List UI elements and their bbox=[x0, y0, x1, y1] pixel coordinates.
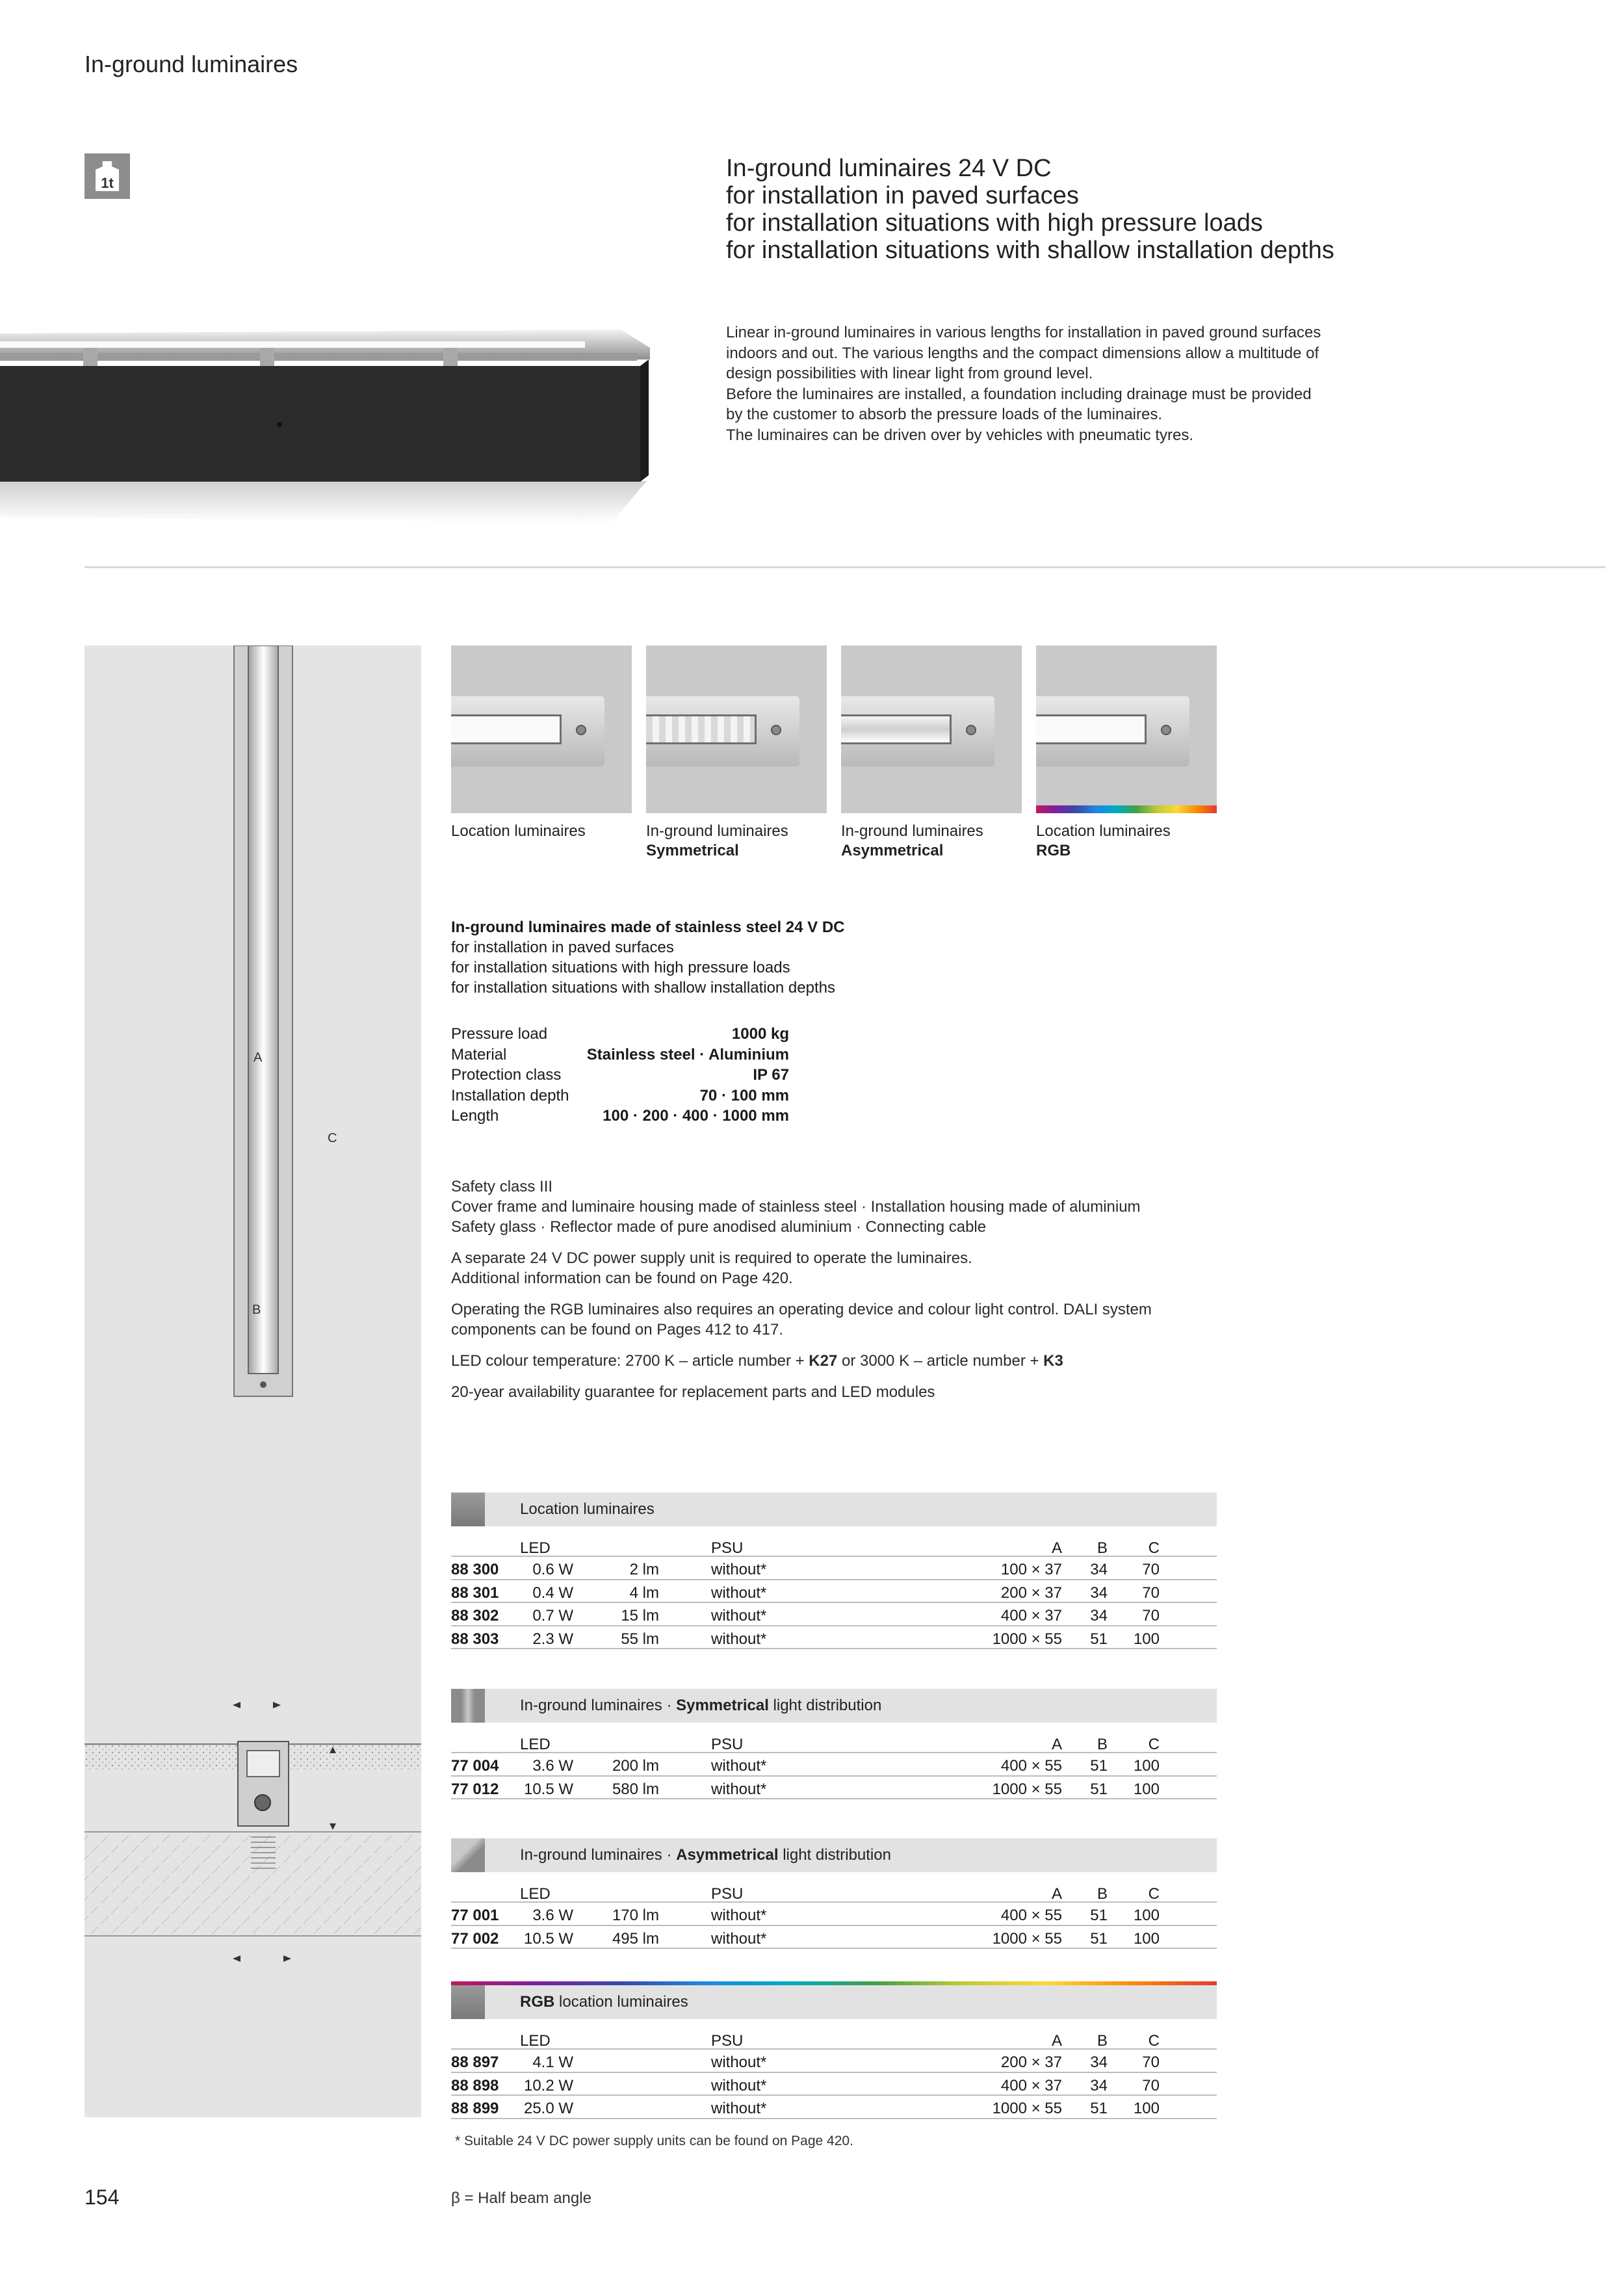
dimension-a-label: A bbox=[253, 1050, 263, 1065]
column-headers bbox=[451, 1881, 1217, 1903]
dim-b: 51 bbox=[1090, 1929, 1108, 1948]
dim-c: 70 bbox=[1142, 1561, 1160, 1578]
intro-line: The luminaires can be driven over by vehicles with pneumatic tyres. bbox=[726, 426, 1193, 444]
variant-caption: Location luminaires RGB bbox=[1036, 822, 1171, 859]
spec-row: Protection class IP 67 bbox=[451, 1066, 789, 1084]
variant-caption: In-ground luminaires Asymmetrical bbox=[841, 822, 983, 859]
column-header: PSU bbox=[711, 1885, 744, 1903]
divider bbox=[84, 566, 1605, 568]
spec-row: Installation depth 70 · 100 mm bbox=[451, 1086, 789, 1104]
wattage: 3.6 W bbox=[532, 1907, 573, 1924]
lumen: 15 lm bbox=[621, 1607, 659, 1624]
dim-a: 400 × 55 bbox=[1000, 1907, 1062, 1924]
article-number: 77 004 bbox=[451, 1757, 499, 1775]
wattage: 10.2 W bbox=[523, 2076, 573, 2094]
article-number: 88 898 bbox=[451, 2076, 499, 2094]
variant-caption: In-ground luminaires Symmetrical bbox=[646, 822, 788, 859]
light-distribution-icon bbox=[451, 1689, 485, 1723]
dim-b: 34 bbox=[1090, 1607, 1108, 1624]
product-notes: Safety class III Cover frame and luminaire housing made of stainless steel · Installation housing made of aluminium Safety glass · Reflector made of pure anodised aluminium · Connecting cable A separate 24 V DC power supply unit is required to operate the luminaires. Additional information can be found on Page 420. Operating the RGB luminaires also requires an operating device and colour light control. DALI system components can be found on Pages 412 to 417. LED colour temperature: 2700 K – article number + K27 or 3000 K – article number + K3 20-year availability guarantee for replacement parts and LED modules bbox=[451, 1178, 1152, 1401]
dim-b: 34 bbox=[1090, 2054, 1108, 2071]
variant-caption: Location luminaires bbox=[451, 822, 586, 840]
article-number: 77 002 bbox=[451, 1929, 499, 1948]
wattage: 0.6 W bbox=[532, 1561, 573, 1578]
dim-b: 34 bbox=[1090, 2076, 1108, 2094]
wattage: 10.5 W bbox=[523, 1780, 573, 1798]
lumen: 4 lm bbox=[629, 1584, 659, 1602]
product-table bbox=[451, 1493, 1217, 1649]
spec-row: Pressure load 1000 kg bbox=[451, 1025, 789, 1043]
column-header: A bbox=[1051, 2032, 1062, 2050]
wattage: 2.3 W bbox=[532, 1630, 573, 1648]
dim-a: 400 × 37 bbox=[1000, 2076, 1062, 2094]
dim-a: 200 × 37 bbox=[1000, 2054, 1062, 2071]
psu: without* bbox=[711, 1929, 767, 1948]
weight-badge-label: 1t bbox=[101, 175, 114, 191]
psu: without* bbox=[711, 1584, 767, 1602]
product-table-header bbox=[451, 1985, 1217, 2019]
column-header: A bbox=[1051, 1885, 1062, 1903]
headline-line: for installation situations with high pressure loads bbox=[726, 209, 1263, 237]
dim-c: 70 bbox=[1142, 2054, 1160, 2071]
column-header: LED bbox=[520, 1885, 551, 1903]
psu: without* bbox=[711, 1607, 767, 1624]
intro-line: Linear in-ground luminaires in various lengths for installation in paved ground surfaces bbox=[726, 324, 1321, 341]
dim-b: 51 bbox=[1090, 2100, 1108, 2117]
section-title: In-ground luminaires bbox=[84, 51, 298, 77]
column-header: C bbox=[1148, 1885, 1160, 1903]
product-table-title: In-ground luminaires · Asymmetrical light distribution bbox=[520, 1846, 891, 1864]
intro-line: design possibilities with linear light from ground level. bbox=[726, 365, 1093, 382]
dim-b: 51 bbox=[1090, 1630, 1108, 1648]
dim-a: 1000 × 55 bbox=[992, 1929, 1062, 1948]
article-number: 77 012 bbox=[451, 1780, 499, 1798]
article-number: 88 897 bbox=[451, 2054, 499, 2071]
article-number: 88 300 bbox=[451, 1561, 499, 1578]
table-row bbox=[451, 1580, 1217, 1604]
product-table-title: In-ground luminaires · Symmetrical light distribution bbox=[520, 1697, 882, 1714]
wattage: 0.7 W bbox=[532, 1607, 573, 1624]
article-number: 88 301 bbox=[451, 1584, 499, 1602]
column-headers bbox=[451, 1535, 1217, 1557]
product-table bbox=[451, 1981, 1217, 2119]
light-distribution-icon bbox=[451, 1493, 485, 1526]
dimension-c-label: C bbox=[328, 1131, 337, 1145]
column-header: A bbox=[1051, 1736, 1062, 1753]
column-header: PSU bbox=[711, 1539, 744, 1557]
variant-thumb-location bbox=[451, 646, 632, 813]
dim-b: 51 bbox=[1090, 1780, 1108, 1798]
headline bbox=[726, 155, 1334, 264]
table-row bbox=[451, 1926, 1217, 1950]
dim-a: 1000 × 55 bbox=[992, 1780, 1062, 1798]
table-row bbox=[451, 1777, 1217, 1800]
light-distribution-icon bbox=[451, 1985, 485, 2019]
product-block-title: In-ground luminaires made of stainless steel 24 V DC for installation in paved surfaces for installation situations with high pressure loads for installation situations with shallow installation depths bbox=[451, 919, 845, 997]
column-header: LED bbox=[520, 2032, 551, 2050]
table-row bbox=[451, 2096, 1217, 2119]
table-row bbox=[451, 2073, 1217, 2096]
dim-c: 100 bbox=[1133, 1780, 1160, 1798]
dim-b: 51 bbox=[1090, 1757, 1108, 1775]
dim-c: 70 bbox=[1142, 1607, 1160, 1624]
psu: without* bbox=[711, 2054, 767, 2071]
column-header: C bbox=[1148, 1539, 1160, 1557]
article-number: 77 001 bbox=[451, 1907, 499, 1924]
headline-line: for installation in paved surfaces bbox=[726, 182, 1079, 209]
page-number: 154 bbox=[84, 2185, 120, 2209]
product-table-header bbox=[451, 1689, 1217, 1723]
intro-text bbox=[726, 322, 1376, 445]
variant-thumb-symmetrical bbox=[646, 646, 827, 813]
light-distribution-icon bbox=[451, 1838, 485, 1872]
table-row bbox=[451, 1557, 1217, 1580]
article-number: 88 899 bbox=[451, 2100, 499, 2117]
dim-b: 34 bbox=[1090, 1561, 1108, 1578]
article-number: 88 303 bbox=[451, 1630, 499, 1648]
article-number: 88 302 bbox=[451, 1607, 499, 1624]
psu: without* bbox=[711, 2100, 767, 2117]
variant-thumb-asymmetrical bbox=[841, 646, 1022, 813]
column-header: A bbox=[1051, 1539, 1062, 1557]
dim-c: 100 bbox=[1133, 1929, 1160, 1948]
dim-b: 51 bbox=[1090, 1907, 1108, 1924]
dim-c: 70 bbox=[1142, 2076, 1160, 2094]
weight-icon bbox=[84, 153, 130, 199]
variant-thumb-rgb bbox=[1036, 646, 1217, 813]
dim-c: 100 bbox=[1133, 1630, 1160, 1648]
product-table bbox=[451, 1838, 1217, 1949]
product-hero-image bbox=[0, 322, 656, 530]
column-header: PSU bbox=[711, 1736, 744, 1753]
column-header: B bbox=[1097, 1736, 1108, 1753]
psu: without* bbox=[711, 2076, 767, 2094]
lumen: 2 lm bbox=[629, 1561, 659, 1578]
dim-c: 100 bbox=[1133, 1907, 1160, 1924]
psu: without* bbox=[711, 1907, 767, 1924]
headline-line: In-ground luminaires 24 V DC bbox=[726, 155, 1052, 182]
lumen: 200 lm bbox=[612, 1757, 659, 1775]
wattage: 4.1 W bbox=[532, 2054, 573, 2071]
lumen: 495 lm bbox=[612, 1929, 659, 1948]
column-headers bbox=[451, 1732, 1217, 1753]
intro-line: by the customer to absorb the pressure loads of the luminaires. bbox=[726, 406, 1163, 423]
table-row bbox=[451, 1603, 1217, 1626]
intro-line: indoors and out. The various lengths and the compact dimensions allow a multitude of bbox=[726, 344, 1319, 362]
dim-a: 200 × 37 bbox=[1000, 1584, 1062, 1602]
column-header: LED bbox=[520, 1736, 551, 1753]
product-table-title: RGB location luminaires bbox=[520, 1993, 688, 2011]
installation-drawing bbox=[84, 646, 421, 2117]
headline-line: for installation situations with shallow installation depths bbox=[726, 237, 1334, 264]
spec-row: Length 100 · 200 · 400 · 1000 mm bbox=[451, 1107, 789, 1125]
dim-c: 100 bbox=[1133, 1757, 1160, 1775]
spec-row: Material Stainless steel · Aluminium bbox=[451, 1045, 789, 1063]
wattage: 25.0 W bbox=[523, 2100, 573, 2117]
column-header: B bbox=[1097, 2032, 1108, 2050]
column-header: B bbox=[1097, 1885, 1108, 1903]
dim-a: 1000 × 55 bbox=[992, 2100, 1062, 2117]
psu: without* bbox=[711, 1561, 767, 1578]
column-header: C bbox=[1148, 2032, 1160, 2050]
dim-a: 400 × 55 bbox=[1000, 1757, 1062, 1775]
wattage: 3.6 W bbox=[532, 1757, 573, 1775]
dim-c: 100 bbox=[1133, 2100, 1160, 2117]
lumen: 55 lm bbox=[621, 1630, 659, 1648]
dim-b: 34 bbox=[1090, 1584, 1108, 1602]
dim-a: 400 × 37 bbox=[1000, 1607, 1062, 1624]
product-table-title: Location luminaires bbox=[520, 1500, 655, 1518]
psu: without* bbox=[711, 1780, 767, 1798]
wattage: 10.5 W bbox=[523, 1929, 573, 1948]
wattage: 0.4 W bbox=[532, 1584, 573, 1602]
intro-line: Before the luminaires are installed, a foundation including drainage must be provided bbox=[726, 385, 1312, 403]
table-row bbox=[451, 1753, 1217, 1777]
psu: without* bbox=[711, 1757, 767, 1775]
table-row bbox=[451, 2050, 1217, 2073]
lumen: 170 lm bbox=[612, 1907, 659, 1924]
dim-a: 1000 × 55 bbox=[992, 1630, 1062, 1648]
footnote: * Suitable 24 V DC power supply units can be found on Page 420. bbox=[455, 2133, 853, 2148]
column-header: PSU bbox=[711, 2032, 744, 2050]
column-headers bbox=[451, 2028, 1217, 2050]
dimension-b-label: B bbox=[252, 1303, 261, 1317]
product-table-header bbox=[451, 1838, 1217, 1872]
table-row bbox=[451, 1903, 1217, 1926]
spec-table bbox=[451, 1024, 789, 1127]
dim-c: 70 bbox=[1142, 1584, 1160, 1602]
column-header: C bbox=[1148, 1736, 1160, 1753]
lumen: 580 lm bbox=[612, 1780, 659, 1798]
dim-a: 100 × 37 bbox=[1000, 1561, 1062, 1578]
column-header: B bbox=[1097, 1539, 1108, 1557]
product-table bbox=[451, 1689, 1217, 1799]
column-header: LED bbox=[520, 1539, 551, 1557]
psu: without* bbox=[711, 1630, 767, 1648]
table-row bbox=[451, 1626, 1217, 1650]
product-table-header bbox=[451, 1493, 1217, 1526]
beta-note: β = Half beam angle bbox=[451, 2189, 591, 2207]
